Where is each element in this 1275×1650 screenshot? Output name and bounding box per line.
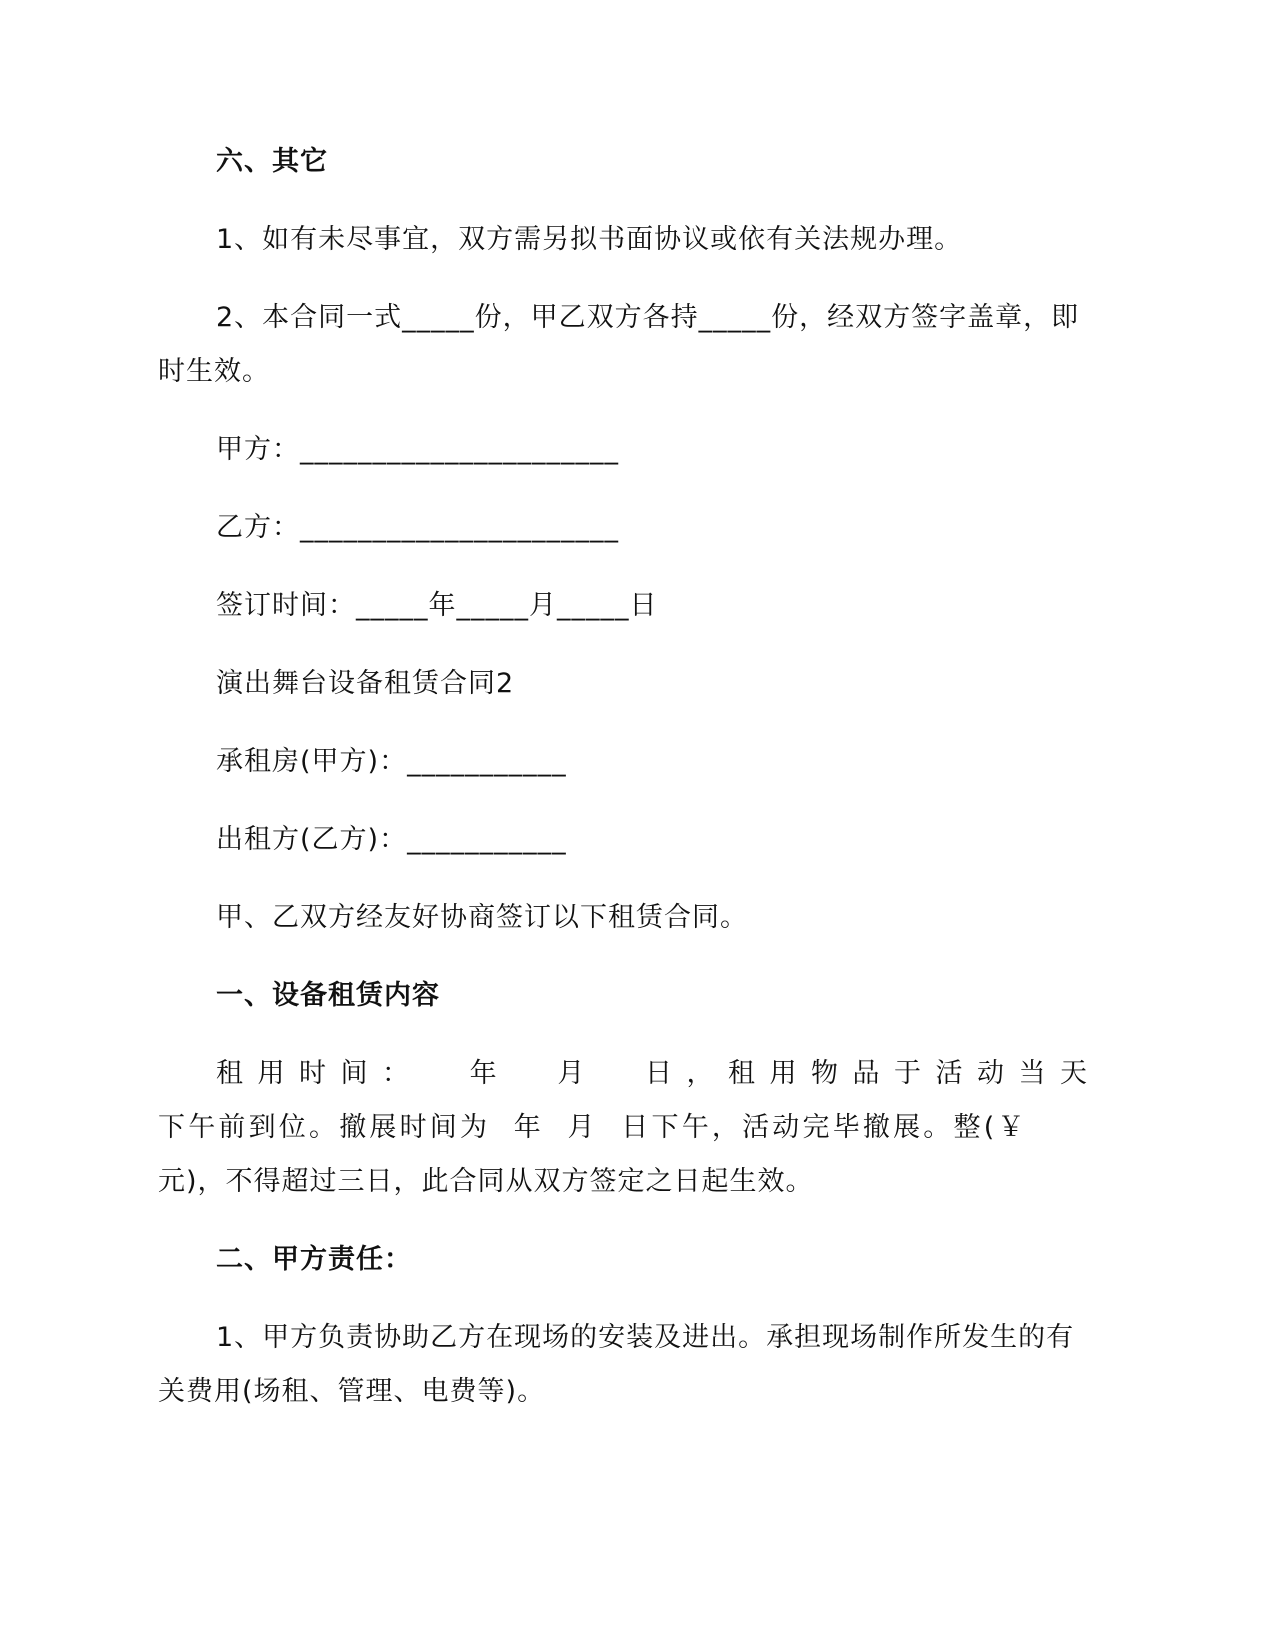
sign-date: 签订时间：_____年_____月_____日: [216, 590, 658, 621]
section1-heading: 一、设备租赁内容: [216, 980, 440, 1011]
lessee-line: 承租房(甲方)：___________: [216, 746, 567, 777]
lessor-line: 出租方(乙方)：___________: [216, 824, 567, 855]
section6-heading: 六、其它: [216, 146, 328, 177]
contract2-title: 演出舞台设备租赁合同2: [216, 668, 515, 699]
rental-line1: 租用时间： 年 月 日，租用物品于活动当天: [216, 1058, 1102, 1089]
intro-paragraph: 甲、乙双方经友好协商签订以下租赁合同。: [216, 902, 748, 933]
rental-line2: 下午前到位。撤展时间为 年 月 日下午，活动完毕撤展。整(￥: [158, 1112, 1028, 1143]
item6-2-line1: 2、本合同一式_____份，甲乙双方各持_____份，经双方签字盖章，即: [216, 302, 1080, 333]
item6-1: 1、如有未尽事宜，双方需另拟书面协议或依有关法规办理。: [216, 224, 963, 255]
section2-heading: 二、甲方责任：: [216, 1244, 412, 1275]
duty-a1-line2: 关费用(场租、管理、电费等)。: [158, 1376, 546, 1407]
rental-line3: 元)，不得超过三日，此合同从双方签定之日起生效。: [158, 1166, 814, 1197]
party-a-signature: 甲方：______________________: [216, 434, 619, 465]
party-b-signature: 乙方：______________________: [216, 512, 619, 543]
duty-a1-line1: 1、甲方负责协助乙方在现场的安装及进出。承担现场制作所发生的有: [216, 1322, 1075, 1353]
item6-2-line2: 时生效。: [158, 356, 270, 387]
